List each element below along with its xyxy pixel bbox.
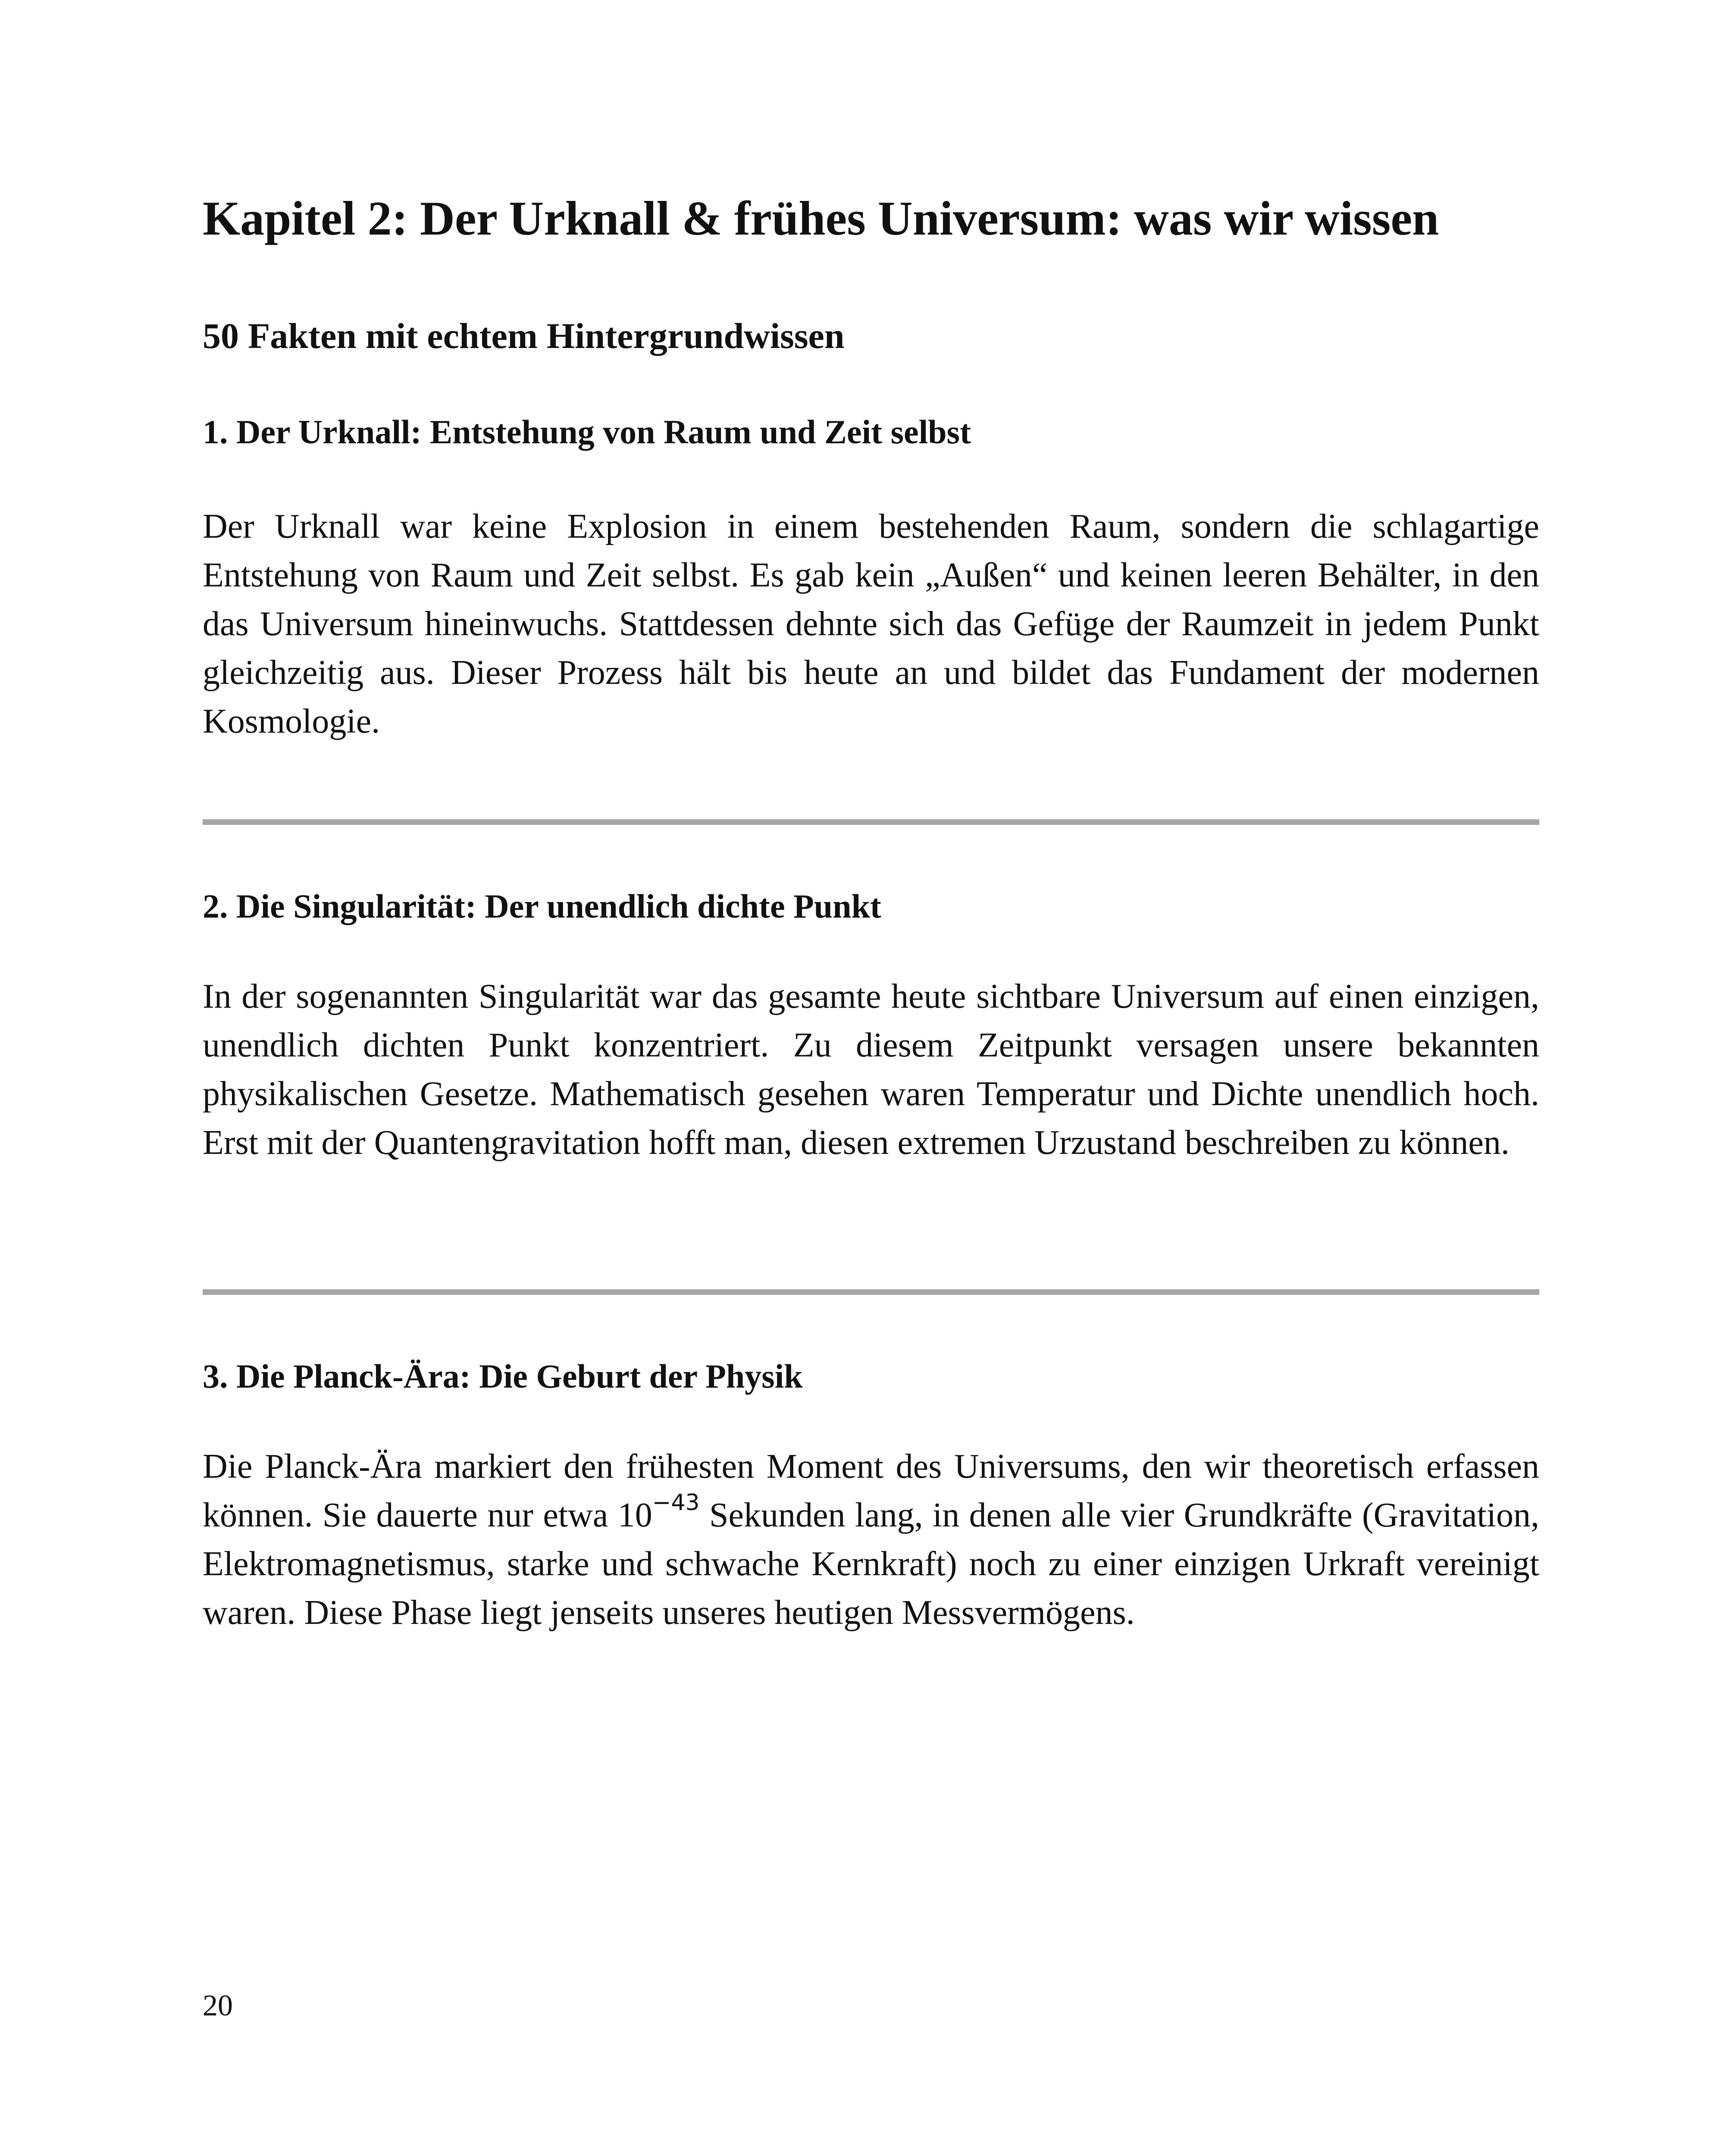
chapter-subtitle: 50 Fakten mit echtem Hintergrundwissen	[203, 316, 845, 356]
fact-3-body-end: Sekunden lang, in denen alle vier Grundkräfte (Gravitation, Elektromagnetismus, starke und schwache Kernkraft) noch zu einer einzigen Urkraft vereinigt waren. Diese Phase liegt jenseits unseres heutigen Messvermögens.	[203, 1496, 1540, 1632]
page-number: 20	[203, 1989, 233, 2022]
section-divider	[203, 1289, 1539, 1295]
fact-3-body	[203, 1442, 1539, 1637]
fact-2-heading: 2. Die Singularität: Der unendlich dichte Punkt	[203, 887, 881, 925]
fact-3-body-start: Die Planck-Ära markiert den frühesten Moment des Universums, den wir theoretisch erfassen können. Sie dauerte nur etwa 10	[203, 1448, 1539, 1534]
section-divider	[203, 819, 1539, 825]
chapter-title: Kapitel 2: Der Urknall & frühes Universum: was wir wissen	[203, 192, 1439, 245]
exponent: −43	[652, 1490, 700, 1516]
fact-3-heading: 3. Die Planck-Ära: Die Geburt der Physik	[203, 1357, 803, 1395]
fact-1-body: Der Urknall war keine Explosion in einem bestehenden Raum, sondern die schlagartige Entstehung von Raum und Zeit selbst. Es gab kein „Außen“ und keinen leeren Behälter, in den das Universum hineinwuchs. Stattdessen dehnte sich das Gefüge der Raumzeit in jedem Punkt gleichzeitig aus. Dieser Prozess hält bis heute an und bildet das Fundament der modernen Kosmologie.	[203, 508, 1539, 740]
fact-1-heading: 1. Der Urknall: Entstehung von Raum und Zeit selbst	[203, 413, 971, 451]
fact-2-body: In der sogenannten Singularität war das gesamte heute sichtbare Universum auf einen einzigen, unendlich dichten Punkt konzentriert. Zu diesem Zeitpunkt versagen unsere bekannten physikalischen Gesetze. Mathematisch gesehen waren Temperatur und Dichte unendlich hoch. Erst mit der Quantengravitation hofft man, diesen extremen Urzustand beschreiben zu können.	[203, 978, 1539, 1162]
